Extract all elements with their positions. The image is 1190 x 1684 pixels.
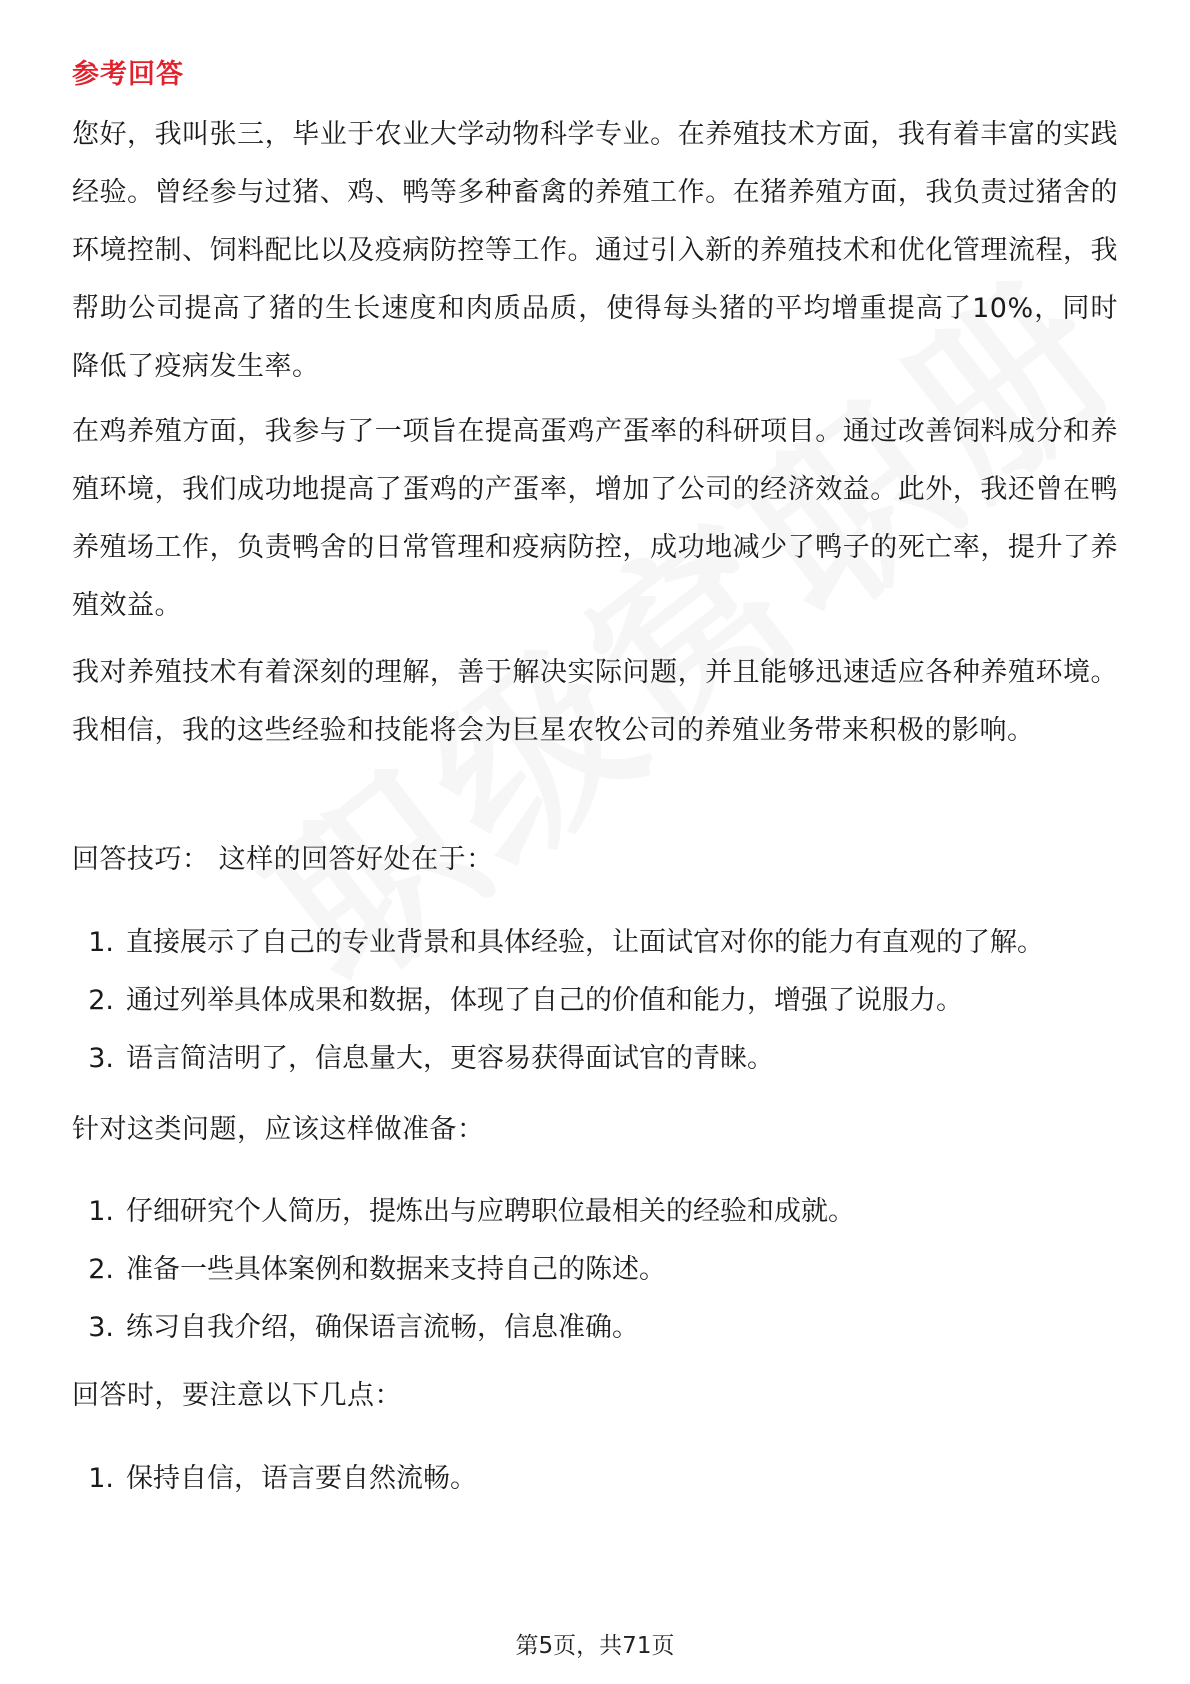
notes-intro: 回答时，要注意以下几点： [72, 1380, 402, 1411]
prep-intro: 针对这类问题，应该这样做准备： [72, 1114, 485, 1145]
list-number: 1. [88, 1463, 114, 1494]
list-item [72, 914, 1118, 972]
tips-intro: 回答技巧： 这样的回答好处在于： [72, 844, 494, 875]
list-number: 1. [88, 927, 114, 958]
list-item [72, 972, 1118, 1030]
answer-paragraph-3: 我对养殖技术有着深刻的理解，善于解决实际问题，并且能够迅速适应各种养殖环境。我相信，我的这些经验和技能将会为巨星农牧公司的养殖业务带来积极的影响。 [72, 657, 1118, 746]
page-number-footer: 第5页，共71页 [515, 1633, 675, 1659]
list-text: 准备一些具体案例和数据来支持自己的陈述。 [126, 1254, 666, 1285]
list-text: 仔细研究个人简历，提炼出与应聘职位最相关的经验和成就。 [126, 1196, 855, 1227]
tips-list [72, 914, 1118, 1088]
list-text: 语言简洁明了，信息量大，更容易获得面试官的青睐。 [126, 1043, 774, 1074]
list-number: 1. [88, 1196, 114, 1227]
list-item [72, 1299, 1118, 1357]
list-item [72, 1183, 1118, 1241]
list-item [72, 1450, 1118, 1508]
section-heading: 参考回答 [72, 59, 184, 90]
prep-list [72, 1183, 1118, 1357]
list-item [72, 1241, 1118, 1299]
list-text: 保持自信，语言要自然流畅。 [126, 1463, 477, 1494]
answer-paragraph-2: 在鸡养殖方面，我参与了一项旨在提高蛋鸡产蛋率的科研项目。通过改善饲料成分和养殖环境，我们成功地提高了蛋鸡的产蛋率，增加了公司的经济效益。此外，我还曾在鸭养殖场工作，负责鸭舍的日常管理和疫病防控，成功地减少了鸭子的死亡率，提升了养殖效益。 [72, 416, 1118, 621]
list-number: 3. [88, 1043, 114, 1074]
list-number: 2. [88, 985, 114, 1016]
list-number: 3. [88, 1312, 114, 1343]
answer-paragraph-1: 您好，我叫张三，毕业于农业大学动物科学专业。在养殖技术方面，我有着丰富的实践经验。曾经参与过猪、鸡、鸭等多种畜禽的养殖工作。在猪养殖方面，我负责过猪舍的环境控制、饲料配比以及疫病防控等工作。通过引入新的养殖技术和优化管理流程，我帮助公司提高了猪的生长速度和肉质品质，使得每头猪的平均增重提高了10%，同时降低了疫病发生率。 [72, 119, 1118, 382]
list-text: 通过列举具体成果和数据，体现了自己的价值和能力，增强了说服力。 [126, 985, 963, 1016]
list-text: 直接展示了自己的专业背景和具体经验，让面试官对你的能力有直观的了解。 [126, 927, 1044, 958]
list-number: 2. [88, 1254, 114, 1285]
list-item [72, 1030, 1118, 1088]
list-text: 练习自我介绍，确保语言流畅，信息准确。 [126, 1312, 639, 1343]
notes-list [72, 1450, 1118, 1508]
